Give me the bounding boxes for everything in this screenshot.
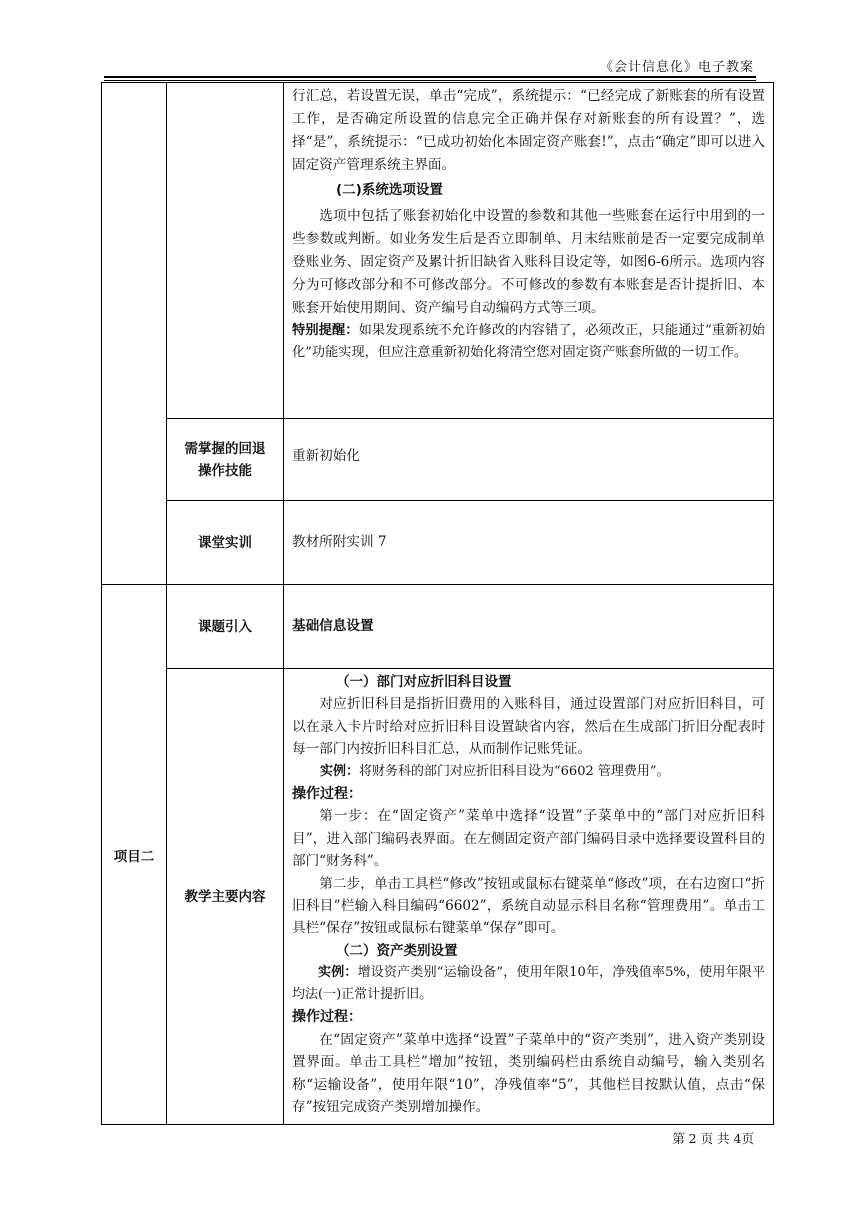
row-label-line: 操作技能 (198, 462, 252, 479)
content-cell (284, 83, 774, 419)
paragraph: 对应折旧科目是指折旧费用的入账科目，通过设置部门对应折旧科目，可以在录入卡片时给对应折旧科目设置缺省内容，然后在生成部门折旧分配表时每一部门内按折旧科目汇总，从而制作记账凭证。 (292, 696, 765, 758)
page-number: 第 2 页 共 4页 (672, 1131, 754, 1146)
row-label: 教学主要内容 (167, 669, 284, 1125)
cell-text: 基础信息设置 (292, 618, 374, 634)
content-cell (284, 585, 774, 669)
table-row (102, 419, 774, 501)
procedure-heading: 操作过程： (292, 786, 362, 803)
document-header-title: 《会计信息化》电子教案 (599, 60, 754, 75)
row-label: 课题引入 (167, 585, 284, 669)
note-label: 特别提醒： (292, 323, 359, 338)
row-label-line: 需掌握的回退 (184, 440, 266, 457)
cell-text: 重新初始化 (292, 448, 360, 464)
section-heading: (二)系统选项设置 (336, 182, 443, 198)
paragraph: 选项中包括了账套初始化中设置的参数和其他一些账套在运行中用到的一些参数或判断。如业务发生后是否立即制单、月末结账前是否一定要完成制单登账业务、固定资产及累计折旧缺省入账科目设定等，如图6-6所示。选项内容分为可修改部分和不可修改部分。不可修改的参数有本账套是否计提折旧、本账套开始使用期间、资产编号自动编码方式等三项。 (292, 208, 765, 316)
example-label: 实例： (320, 763, 360, 779)
content-cell (284, 669, 774, 1125)
paragraph: 第二步，单击工具栏“修改”按钮或鼠标右键菜单“修改”项，在右边窗口“折旧科目”栏输入科目编码“6602”，系统自动显示科目名称“管理费用”。单击工具栏“保存”按钮或鼠标右键菜单“保存”即可。 (292, 875, 765, 937)
example-text: 增设资产类别“运输设备”，使用年限10年，净残值率5%，使用年限平均法(一)正常计提折旧。 (292, 965, 765, 1003)
lesson-plan-table (101, 82, 774, 1125)
table-row (102, 501, 774, 585)
example-label: 实例： (318, 965, 358, 981)
special-note (292, 320, 765, 364)
row-label (167, 419, 284, 501)
table-row (102, 83, 774, 419)
note-text: 如果发现系统不允许修改的内容错了，必须改正，只能通过“重新初始化”功能实现，但应注意重新初始化将清空您对固定资产账套所做的一切工作。 (292, 323, 765, 360)
section-heading: （一）部门对应折旧科目设置 (336, 674, 512, 690)
header-rule-thick (104, 76, 756, 78)
table-row (102, 585, 774, 669)
example-line (292, 962, 765, 1006)
section-heading: （二）资产类别设置 (336, 942, 458, 959)
paragraph: 在“固定资产”菜单中选择“设置”子菜单中的“资产类别”，进入资产类别设置界面。单击工具栏”增加”按钮，类别编码栏由系统自动编号，输入类别名称“运输设备”，使用年限“10”，净残值率“5”，其他栏目按默认值，点击“保存”按钮完成资产类别增加操作。 (292, 1031, 765, 1115)
paragraph: 第一步：在“固定资产”菜单中选择“设置”子菜单中的“部门对应折旧科目”，进入部门编码表界面。在左侧固定资产部门编码目录中选择要设置科目的部门“财务科”。 (292, 808, 765, 870)
procedure-heading: 操作过程： (292, 1009, 362, 1026)
project-cell-prev (102, 83, 167, 585)
project-label: 项目二 (102, 585, 167, 1125)
paragraph: 行汇总，若设置无误，单击“完成”，系统提示：“已经完成了新账套的所有设置工作，是否确定所设置的信息完全正确并保存对新账套的所有设置？”，选择“是”，系统提示：“已成功初始化本固定资产账套!”，点击“确定”即可以进入固定资产管理系统主界面。 (292, 88, 765, 173)
label-cell-empty (167, 83, 284, 419)
content-cell (284, 419, 774, 501)
cell-text: 教材所附实训 7 (292, 534, 387, 550)
content-cell (284, 501, 774, 585)
table-row (102, 669, 774, 1125)
example-text: 将财务科的部门对应折旧科目设为“6602 管理费用”。 (359, 763, 670, 779)
header-rule-thin (104, 80, 756, 81)
example-line (292, 761, 765, 783)
row-label: 课堂实训 (167, 501, 284, 585)
